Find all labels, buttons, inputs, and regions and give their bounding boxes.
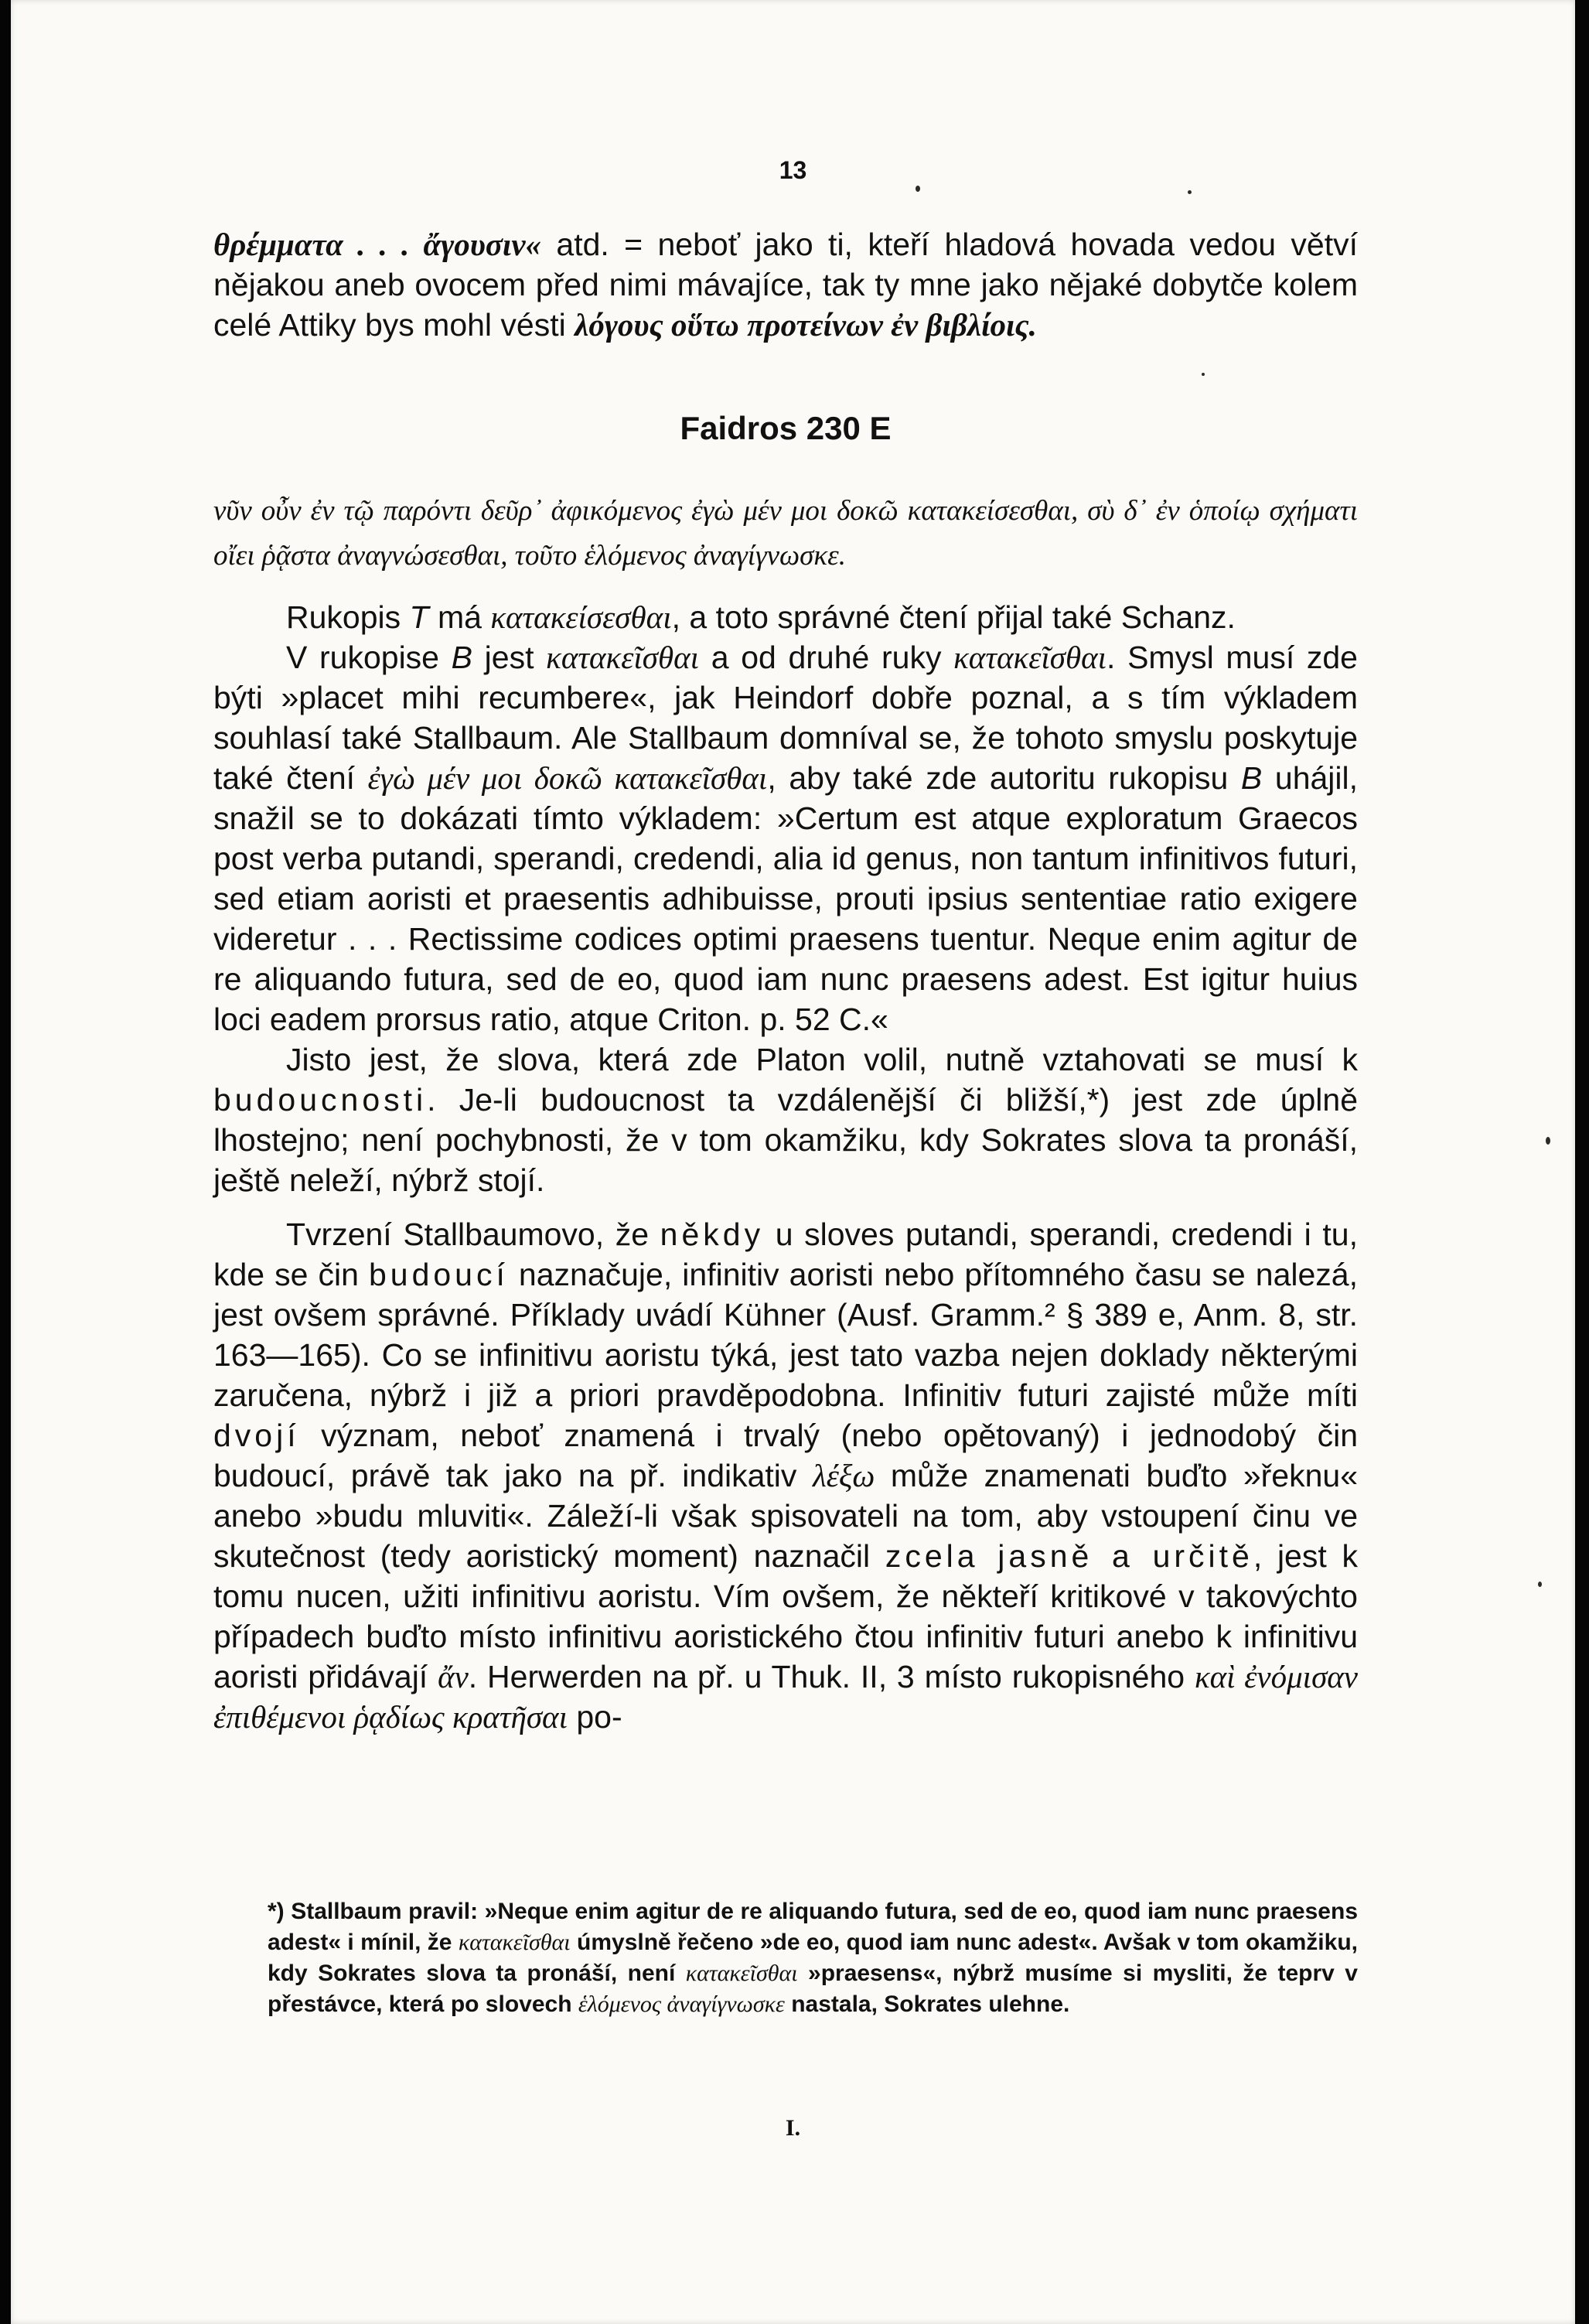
book-page: [11, 0, 1575, 2324]
paragraph-budoucnost: [213, 1039, 1358, 1200]
greek-word: κατακεῖσθαι: [546, 640, 700, 675]
greek-phrase: λόγους οὕτω προτείνων ἐν βιβλίοις.: [575, 307, 1037, 343]
greek-word: κατακεῖσθαι: [953, 640, 1107, 675]
greek-phrase: καὶ ἐνόμισαν ἐπιθέμενοι ῥᾳδίως κρατῆσαι: [213, 1659, 1359, 1735]
manuscript-siglum: T: [409, 599, 429, 635]
text-run: uhájil, snažil se to dokázati tímto výkladem: »Certum est atque exploratum Graecos post verba putandi, sperandi, credendi, alia id genus, non tantum infinitivos futuri, sed etiam aoristi et praesentis adhibuisse, prouti ipsius sententiae ratio exigere videretur . . . Rectissime codices optimi praesens tuentur. Neque enim agitur de re aliquando futura, sed de eo, quod iam nunc praesens adest. Est igitur huius loci eadem prorsus ratio, atque Criton. p. 52 C.«: [213, 760, 1359, 1037]
text-run: »praesens«, nýbrž musíme si mysliti, že teprv v přestávce, která po slovech: [268, 1961, 1358, 2017]
text-run: po-: [567, 1699, 622, 1735]
text-run: může znamenati buďto »řeknu« anebo »budu mluviti«. Záleží-li však spisovateli na tom, aby vstoupení činu ve skutečnost (tedy aoristický moment) naznačil: [213, 1458, 1359, 1574]
greek-word: ἄν: [438, 1659, 469, 1694]
text-run: význam, neboť znamená i trvalý (nebo opětovaný) i jednodobý čin budoucí, právě tak jako na př. indikativ: [213, 1418, 1358, 1493]
greek-phrase: ἑλόμενος ἀναγίγνωσκε: [578, 1991, 785, 2017]
text-run: , a toto správné čtení přijal také Schanz.: [671, 599, 1236, 635]
page-body: [213, 224, 1358, 1737]
text-run: . Smysl musí zde býti »placet mihi recumbere«, jak Heindorf dobře poznal, a s tím výkladem souhlasí také Stallbaum. Ale Stallbaum domníval se, že tohoto smyslu poskytuje také čtení: [213, 640, 1358, 796]
text-run: úmyslně řečeno »de eo, quod iam nunc adest«. Avšak v tom okamžiku, kdy Sokrates slova ta pronáší, není: [268, 1930, 1358, 1986]
section-heading: Faidros 230 E: [680, 410, 892, 446]
text-run: V rukopise: [286, 640, 452, 675]
text-run: naznačuje, infinitiv aoristi nebo přítomného času se nalezá, jest ovšem správné. Příklady uvádí Kühner (Ausf. Gramm.² § 389 e, Anm. 8, str. 163—165). Co se infinitivu aoristu týká, jest tato vazba nejen doklady některými zaručena, nýbrž i již a priori pravděpodobna. Infinitiv futuri zajisté může míti: [213, 1257, 1358, 1413]
print-speck: [1188, 190, 1192, 194]
page-number: 13: [779, 156, 807, 184]
text-run: Rukopis: [286, 599, 410, 635]
manuscript-siglum: B: [451, 640, 473, 675]
emphasized-word: někdy: [660, 1217, 765, 1252]
text-run: a od druhé ruky: [699, 640, 954, 675]
emphasized-word: budoucí: [368, 1257, 509, 1292]
print-speck: [1546, 1137, 1550, 1145]
text-run: *) Stallbaum pravil: »Neque enim agitur de re aliquando futura, sed de eo, quod iam nunc praesens adest« i mínil, že: [268, 1899, 1358, 1955]
text-run: nastala, Sokrates ulehne.: [784, 1991, 1070, 2017]
text-run: . Je-li budoucnost ta vzdálenější či bližší,*) jest zde úplně lhostejno; není pochybnosti, že v tom okamžiku, kdy Sokrates slova ta pronáší, ještě neleží, nýbrž stojí.: [213, 1082, 1358, 1198]
paragraph-rukopis-b: [213, 637, 1358, 1039]
text-run: Tvrzení Stallbaumovo, že: [286, 1217, 660, 1252]
emphasized-phrase: zcela jasně a určitě: [885, 1538, 1253, 1574]
print-speck: [916, 186, 920, 192]
print-speck: [1538, 1582, 1542, 1587]
print-speck: [1202, 373, 1205, 376]
text-run: jest: [472, 640, 547, 675]
text-run: Jisto jest, že slova, která zde Platon volil, nutně vztahovati se musí k: [286, 1042, 1358, 1077]
greek-word: κατακείσεσθαι: [490, 599, 672, 635]
text-run: , aby také zde autoritu rukopisu: [767, 760, 1241, 796]
text-run: atd. = neboť jako ti, kteří hladová hovada vedou větví nějakou aneb ovocem před nimi mávajíce, tak ty mne jako nějaké dobytče kolem celé Attiky bys mohl vésti: [213, 227, 1359, 343]
signature-mark: I.: [785, 2115, 801, 2141]
paragraph-rukopis-t: [213, 597, 1358, 637]
emphasized-word: dvojí: [213, 1418, 300, 1453]
paragraph-greek-translation: [213, 224, 1358, 345]
greek-word: κατακεῖσθαι: [685, 1961, 798, 1986]
text-run: má: [428, 599, 491, 635]
manuscript-siglum: B: [1240, 760, 1263, 796]
text-run: , jest k tomu nucen, užiti infinitivu aoristu. Vím ovšem, že někteří kritikové v takovýchto případech buďto místo infinitivu aoristického čtou infinitiv futuri anebo k infinitivu aoristi přidávají: [213, 1538, 1358, 1694]
greek-quotation: νῦν οὖν ἐν τῷ παρόντι δεῦρ᾽ ἀφικόμενος ἐγὼ μέν μοι δοκῶ κατακείσεσθαι, σὺ δ᾽ ἐν ὁποίῳ σχήματι οἴει ῥᾷστα ἀναγνώσεσθαι, τοῦτο ἑλόμενος ἀναγίγνωσκε.: [213, 495, 1358, 572]
text-run: . Herwerden na př. u Thuk. II, 3 místo rukopisného: [468, 1659, 1195, 1694]
text-run: u sloves putandi, sperandi, credendi i tu, kde se čin: [213, 1217, 1358, 1292]
greek-phrase: θρέμματα . . . ἄγουσιν«: [213, 227, 542, 262]
greek-word: κατακεῖσθαι: [458, 1930, 571, 1955]
greek-word: λέξω: [812, 1458, 875, 1493]
paragraph-tvrzeni: [213, 1214, 1358, 1737]
greek-phrase: ἐγὼ μέν μοι δοκῶ κατακεῖσθαι: [367, 760, 768, 796]
emphasized-word: budoucnosti: [213, 1082, 428, 1118]
footnote: [213, 1896, 1358, 2020]
